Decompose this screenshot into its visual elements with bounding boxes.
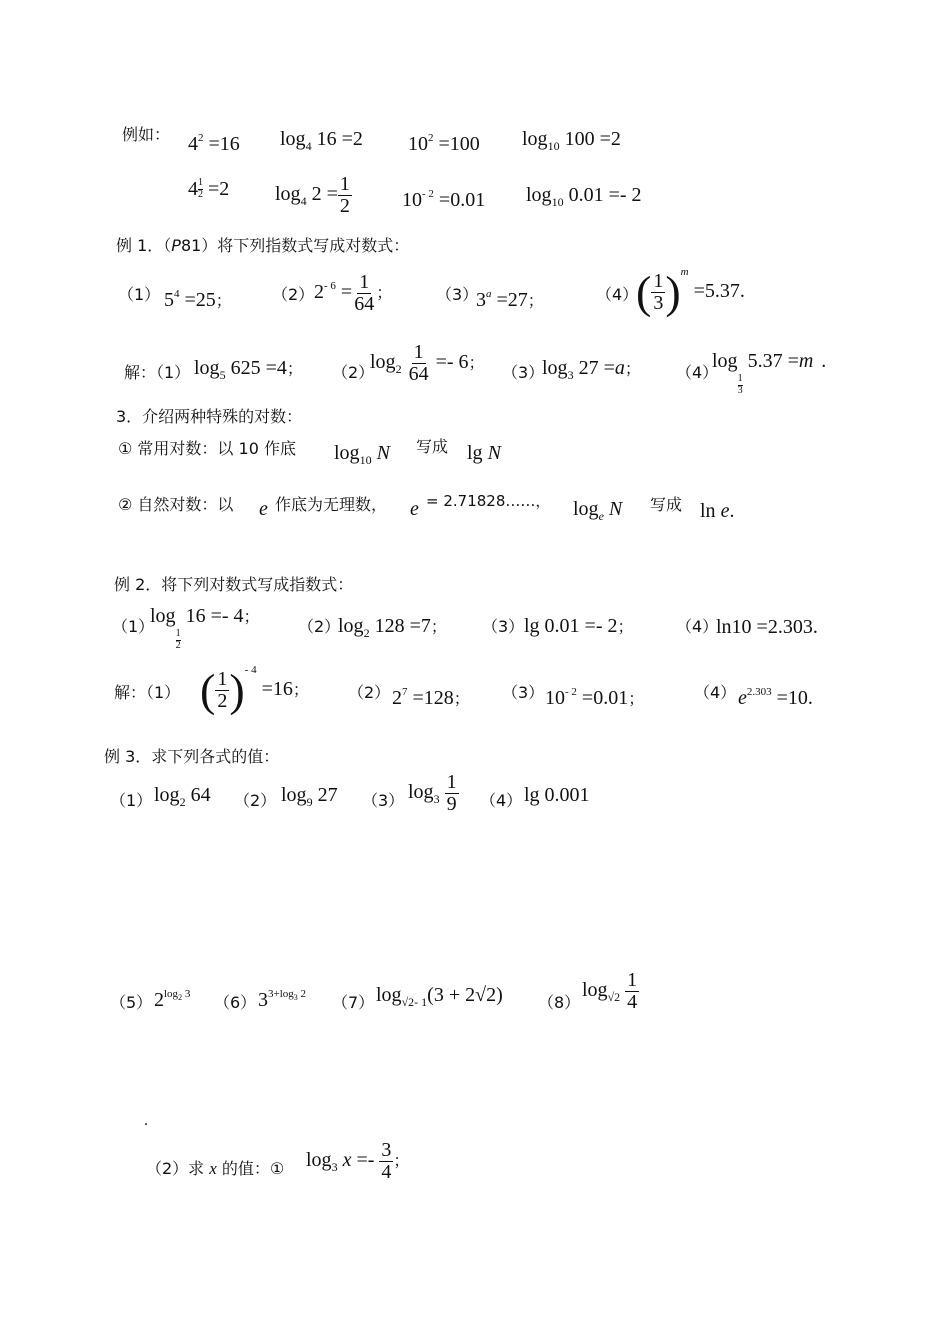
ex1-s4: log $\frac{1}{3}$ 5.37 =m . bbox=[712, 350, 827, 396]
sec3-line2-write: 写成 bbox=[650, 495, 683, 514]
tail-dot: . bbox=[144, 1112, 148, 1129]
ex1-s2-label: （2） bbox=[332, 363, 375, 382]
ex3-q3: $\log_3$ $\frac{1}{9}$ bbox=[408, 771, 457, 815]
ex3-item-2-label: （2） bbox=[234, 791, 277, 810]
intro-eq-1: $4^2 =16$ bbox=[188, 132, 240, 155]
ex2-q1: log $\frac{1}{2}$ 16 =- 4； bbox=[150, 605, 260, 651]
ex3-q4: lg 0.001 bbox=[524, 784, 590, 806]
ex1-item-4-label: （4） bbox=[596, 285, 639, 304]
ex1-s1: $\log_5 625 =4$； bbox=[194, 357, 303, 382]
ex3-q5: $2^{log_2 3}$ bbox=[154, 988, 191, 1011]
ex2-s2-label: （2） bbox=[348, 683, 391, 702]
sec3-lg: lg N bbox=[467, 442, 501, 464]
ex2-q2: $\log_2 128 =7$； bbox=[338, 615, 447, 640]
sec3-e: e bbox=[259, 498, 268, 520]
ex2-item-2-label: （2） bbox=[298, 617, 341, 636]
sec3-line1-text: ① 常用对数：以 10 作底 bbox=[118, 439, 296, 458]
ex2-s4-label: （4） bbox=[694, 683, 737, 702]
intro-eq-3: $10^2 =100$ bbox=[408, 132, 480, 155]
tail-eq: $\log_3 x$ =- $\frac{3}{4}$ ； bbox=[306, 1139, 410, 1183]
ex2-s4: $e^{2.303} =10$. bbox=[738, 686, 813, 709]
ex2-solution-label: 解：（1） bbox=[114, 683, 181, 702]
sec3-e-value: = 2.71828……， bbox=[426, 492, 551, 510]
ex3-item-6-label: （6） bbox=[214, 993, 257, 1012]
ex3-item-7-label: （7） bbox=[332, 993, 375, 1012]
ex2-item-3-label: （3） bbox=[482, 617, 525, 636]
ex2-s2: $2^7 =128$； bbox=[392, 686, 470, 709]
ex2-item-1-label: （1） bbox=[112, 617, 155, 636]
ex2-item-4-label: （4） bbox=[676, 617, 719, 636]
ex2-s1: ( $\frac{1}{2}$ )$^{- 4}$ =16； bbox=[200, 664, 309, 716]
ex1-q2: $2^{- 6}$ = $\frac{1}{64}$ ； bbox=[314, 271, 393, 315]
ex1-s4-label: （4） bbox=[676, 363, 719, 382]
sec3-title: 3．介绍两种特殊的对数： bbox=[116, 407, 303, 426]
ex1-q4: ( $\frac{1}{3}$ )$^m$ =5.37. bbox=[636, 266, 745, 318]
ex3-q1: $\log_2 64$ bbox=[154, 784, 211, 809]
ex1-s2: $\log_2$ $\frac{1}{64}$ =- 6； bbox=[370, 341, 485, 385]
ex1-solution-label: 解：（1） bbox=[124, 363, 191, 382]
ex2-q3: lg 0.01 =- 2； bbox=[524, 615, 634, 637]
sec3-ln: ln e. bbox=[700, 500, 735, 522]
intro-eq-5: 4 $\frac{1}{2}$ =2 bbox=[188, 177, 230, 200]
sec3-line2-mid: 作底为无理数， bbox=[275, 495, 388, 514]
ex2-s3: $10^{- 2} =0.01$； bbox=[545, 686, 645, 709]
ex2-title: 例 2．将下列对数式写成指数式： bbox=[114, 575, 354, 594]
ex1-item-2-label: （2） bbox=[272, 285, 315, 304]
ex1-title: 例 1．（P81）将下列指数式写成对数式： bbox=[116, 236, 410, 255]
sec3-line2-text: ② 自然对数：以 bbox=[118, 495, 234, 514]
ex3-q2: $\log_9 27$ bbox=[281, 784, 338, 809]
ex1-s3-label: （3） bbox=[502, 363, 545, 382]
ex3-q6: $3^{3+log_3 2}$ bbox=[258, 988, 307, 1011]
ex3-q8: $\log_{√2}$ $\frac{1}{4}$ bbox=[582, 969, 638, 1013]
ex3-title: 例 3．求下列各式的值： bbox=[104, 747, 280, 766]
ex3-item-4-label: （4） bbox=[480, 791, 523, 810]
ex1-item-3-label: （3） bbox=[436, 285, 479, 304]
intro-eq-2: $\log_4 16 =2$ bbox=[280, 128, 363, 153]
intro-eq-8: $\log_{10} 0.01 =- 2$ bbox=[526, 184, 642, 209]
ex1-q3: 3$^a$ =27； bbox=[476, 288, 544, 311]
sec3-e2: e bbox=[410, 498, 419, 520]
ex3-item-1-label: （1） bbox=[110, 791, 153, 810]
ex2-q4: ln10 =2.303. bbox=[716, 616, 818, 638]
ex1-s3: $\log_3 27 =a$； bbox=[542, 357, 641, 382]
sec3-log10: $\log_{10} N$ bbox=[334, 442, 390, 467]
sec3-line1-write: 写成 bbox=[416, 437, 449, 456]
intro-eq-6: $\log_4 2$ = $\frac{1}{2}$ bbox=[275, 173, 350, 217]
intro-eq-7: $10^{- 2} =0.01$ bbox=[402, 188, 486, 211]
ex3-q7: $\log_{√2- 1}(3 + 2√2)$ bbox=[376, 984, 503, 1009]
ex1-q1: $5^4 =25$； bbox=[164, 288, 232, 311]
ex3-item-8-label: （8） bbox=[538, 993, 581, 1012]
ex3-item-3-label: （3） bbox=[362, 791, 405, 810]
ex2-s3-label: （3） bbox=[502, 683, 545, 702]
ex3-item-5-label: （5） bbox=[110, 993, 153, 1012]
sec3-loge: $\log_e N$ bbox=[573, 498, 623, 523]
intro-eq-4: $\log_{10} 100 =2$ bbox=[522, 128, 621, 153]
ex1-item-1-label: （1） bbox=[118, 285, 161, 304]
tail-question: （2）求 x 的值：① bbox=[146, 1159, 285, 1178]
intro-label: 例如： bbox=[122, 125, 171, 144]
